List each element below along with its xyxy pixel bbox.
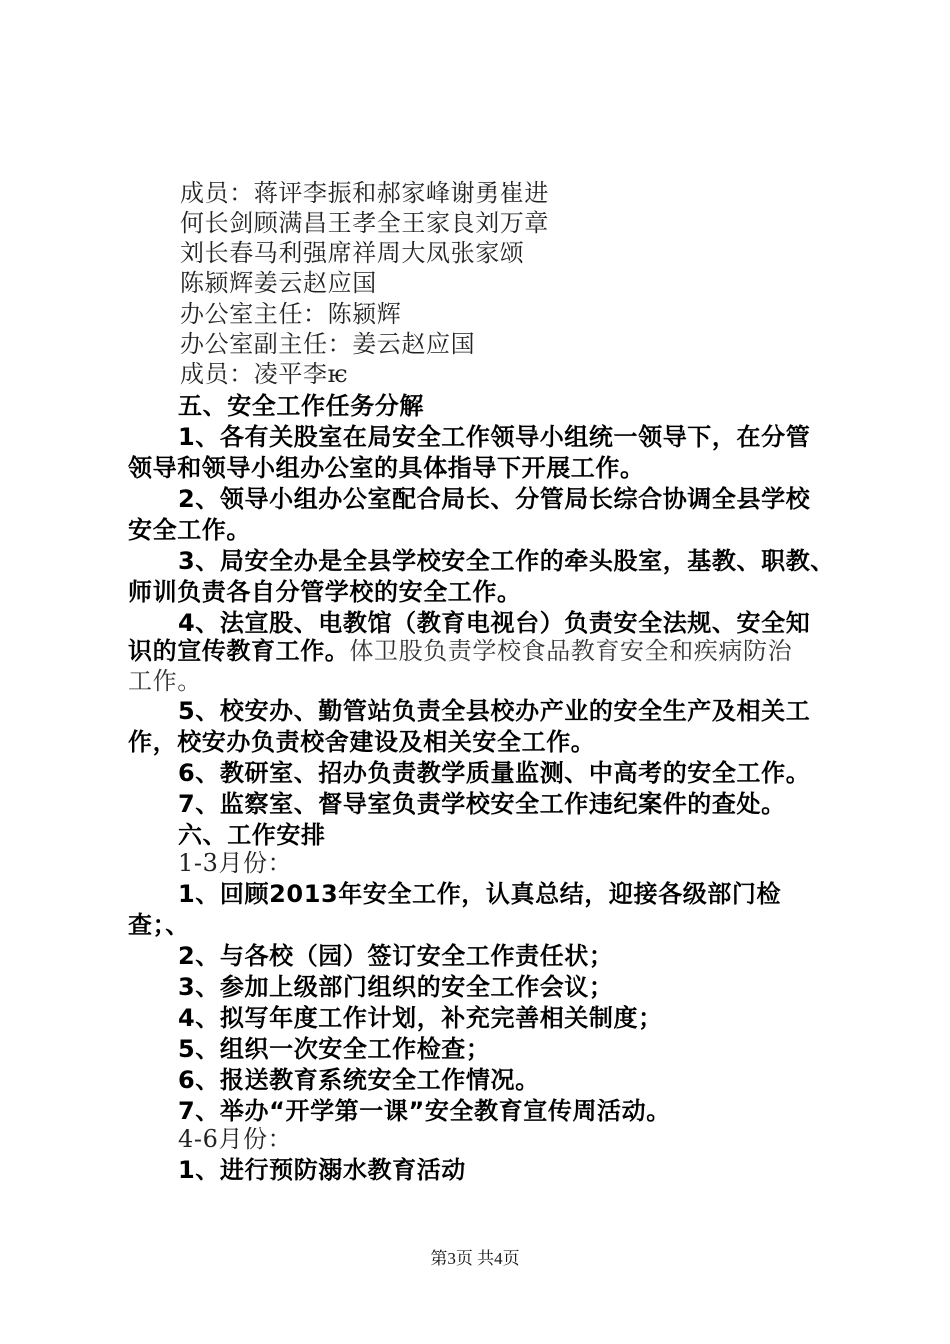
text-segment: 识的宣传教育工作。 [128,637,350,665]
text-line: 4、拟写年度工作计划，补充完善相关制度； [178,1004,663,1032]
text-line-mixed [128,636,792,667]
text-segment: 体卫股负责学校食品教育安全和疾病防治 [349,637,793,665]
text-line: 6、教研室、招办负责教学质量监测、中高考的安全工作。 [178,759,811,787]
page-number-footer: 第3页 共4页 [430,1249,520,1268]
text-line: 3、参加上级部门组织的安全工作会议； [178,973,614,1001]
text-line: 4、法宣股、电教馆（教育电视台）负责安全法规、安全知 [178,609,811,637]
section-heading: 五、安全工作任务分解 [178,392,424,420]
text-line: 2、领导小组办公室配合局长、分管局长综合协调全县学校 [178,485,811,513]
section-heading: 六、工作安排 [178,821,326,849]
text-line: 3、局安全办是全县学校安全工作的牵头股室，基教、职教、 [178,547,835,575]
text-line: 6、报送教育系统安全工作情况。 [178,1066,540,1094]
text-line: 7、举办“开学第一课”安全教育宣传周活动。 [178,1097,671,1125]
text-line: 1、回顾2013年安全工作，认真总结，迎接各级部门检 [178,880,782,908]
text-line: 安全工作。 [128,516,251,544]
text-line: 查；、 [128,911,190,939]
text-line: 4-6月份： [178,1125,293,1153]
text-line: 办公室副主任：姜云赵应国 [180,330,476,358]
text-line: 何长剑顾满昌王孝全王家良刘万章 [180,209,549,237]
text-line: 师训负责各自分管学校的安全工作。 [128,578,522,606]
text-line: 作，校安办负责校舍建设及相关安全工作。 [128,728,596,756]
text-line: 办公室主任：陈颍辉 [180,300,402,328]
text-line: 2、与各校（园）签订安全工作责任状； [178,942,614,970]
text-line: 刘长春马利强席祥周大凤张家颂 [180,239,525,267]
text-line: 7、监察室、督导室负责学校安全工作违纪案件的查处。 [178,790,786,818]
text-line: 1、各有关股室在局安全工作领导小组统一领导下，在分管 [178,423,811,451]
text-line: 5、组织一次安全工作检查； [178,1035,491,1063]
text-line: 1、进行预防溺水教育活动 [178,1156,466,1184]
text-line: 工作。 [128,667,202,695]
text-line: 成员：蒋评李振和郝家峰谢勇崔进 [180,179,549,207]
text-line: 领导和领导小组办公室的具体指导下开展工作。 [128,454,645,482]
text-line: 陈颍辉姜云赵应国 [180,269,377,297]
text-line: 1-3月份： [178,849,293,877]
text-line: 5、校安办、勤管站负责全县校办产业的安全生产及相关工 [178,697,811,725]
text-line: 成员：凌平李ѥ [180,360,349,388]
